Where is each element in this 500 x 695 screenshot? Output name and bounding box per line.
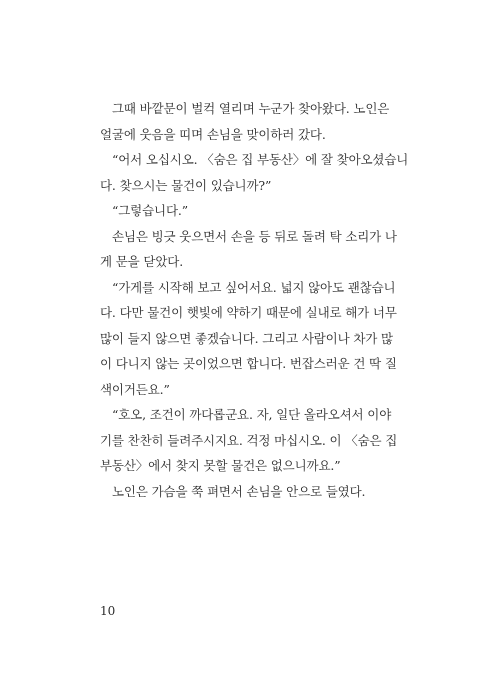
- text-line: 그때 바깥문이 벌컥 열리며 누군가 찾아왔다. 노인은: [112, 101, 390, 116]
- text-line: “어서 오십시오. 〈숨은 집 부동산〉에 잘 찾아오셨습니: [112, 152, 409, 167]
- text-line: 다. 다만 물건이 햇빛에 약하기 때문에 실내로 해가 너무: [100, 305, 397, 320]
- text-line: 손님은 빙긋 웃으면서 손을 등 뒤로 돌려 탁 소리가 나: [112, 228, 397, 244]
- page-number: 10: [100, 604, 116, 618]
- text-line: 얼굴에 웃음을 띠며 손님을 맞이하러 갔다.: [100, 126, 326, 142]
- text-line: 기를 찬찬히 들려주시지요. 걱정 마십시오. 이 〈숨은 집: [100, 432, 398, 448]
- body-text: [100, 96, 409, 504]
- text-line: “호오, 조건이 까다롭군요. 자, 일단 올라오셔서 이야: [112, 407, 392, 422]
- text-line: 노인은 가슴을 쭉 펴면서 손님을 안으로 들였다.: [112, 483, 366, 499]
- text-line: “그렇습니다.”: [112, 203, 188, 218]
- text-line: 이 다니지 않는 곳이었으면 합니다. 번잡스러운 건 딱 질: [100, 356, 397, 371]
- text-line: 색이거든요.”: [100, 381, 170, 397]
- text-line: 부동산〉에서 찾지 못할 물건은 없으니까요.”: [100, 458, 341, 473]
- text-line: 게 문을 닫았다.: [100, 254, 184, 269]
- text-line: “가게를 시작해 보고 싶어서요. 넓지 않아도 괜찮습니: [112, 279, 396, 295]
- text-line: 많이 들지 않으면 좋겠습니다. 그리고 사람이나 차가 많: [100, 330, 393, 346]
- text-line: 다. 찾으시는 물건이 있습니까?”: [100, 177, 272, 193]
